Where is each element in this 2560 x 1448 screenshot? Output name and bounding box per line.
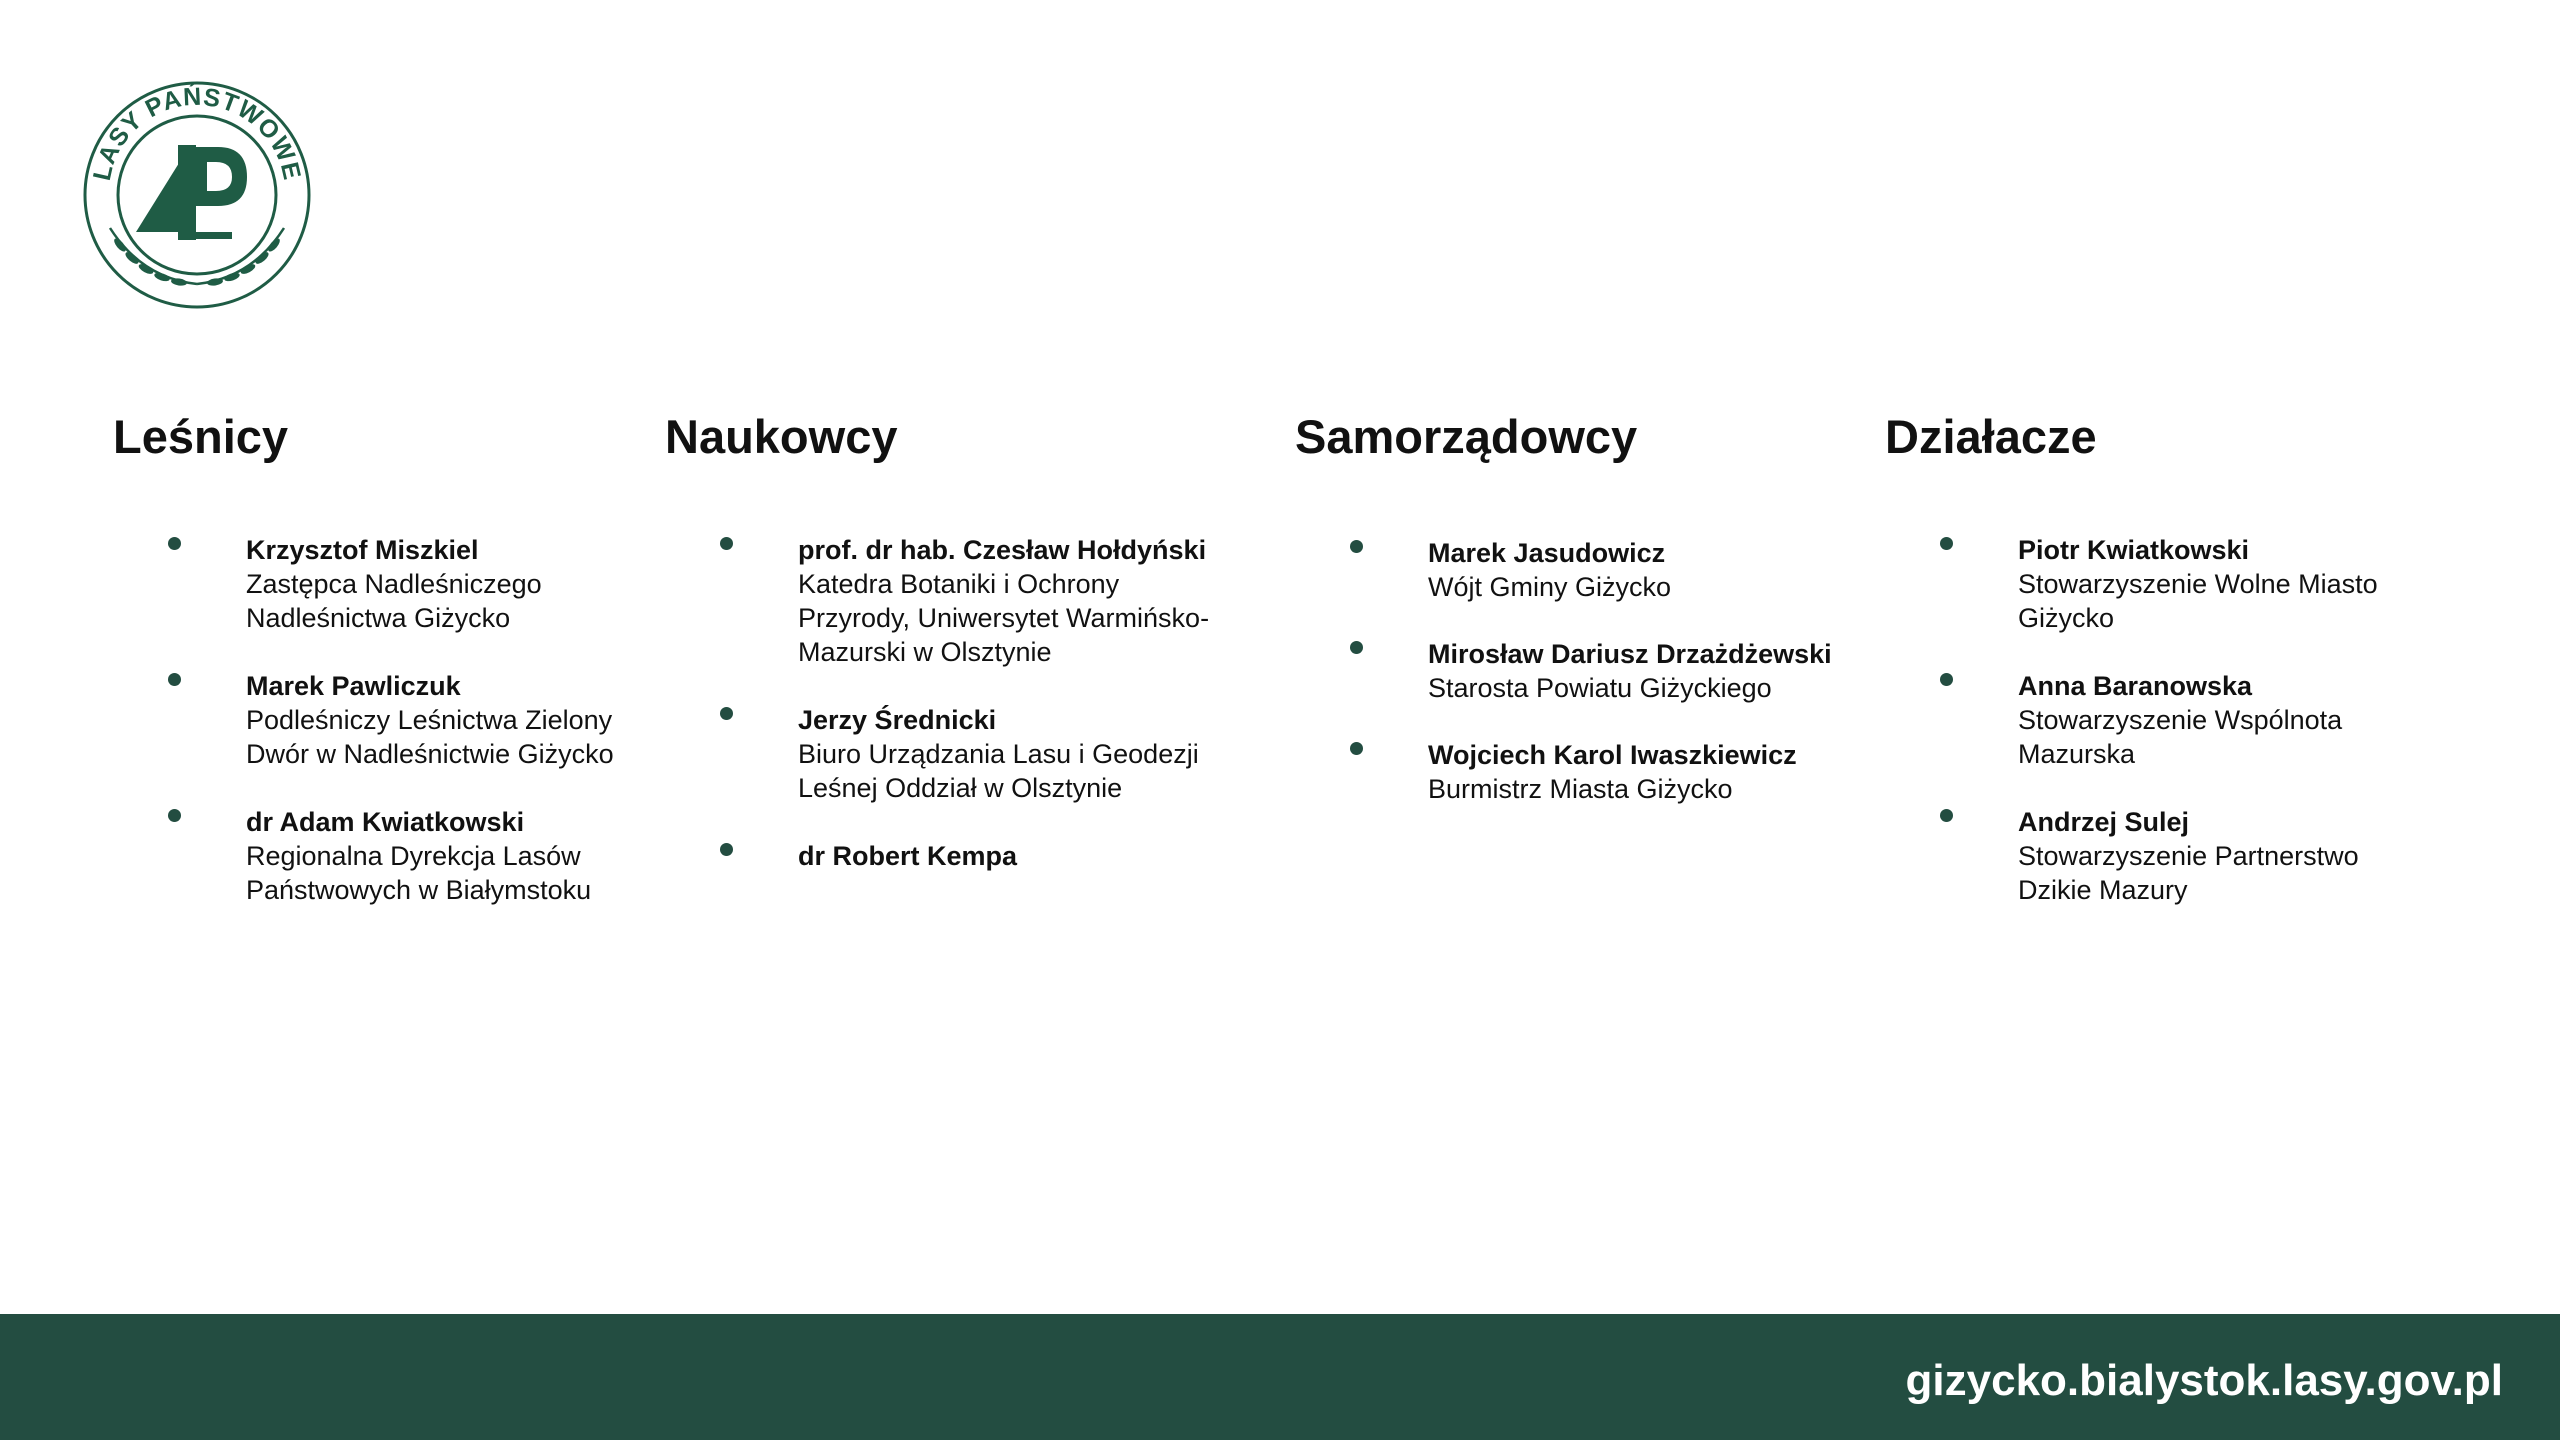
bullet-icon (1350, 641, 1363, 654)
person-name: dr Adam Kwiatkowski (246, 807, 525, 837)
person-list (1295, 536, 1888, 839)
person-role: Podleśniczy Leśnictwa Zielony Dwór w Nadleśnictwie Giżycko (246, 705, 614, 769)
person-role: Stowarzyszenie Wspólnota Mazurska (2018, 705, 2343, 769)
svg-text:LASY PAŃSTWOWE: LASY PAŃSTWOWE (87, 82, 307, 184)
person-name: Marek Jasudowicz (1428, 538, 1666, 568)
person-name: Krzysztof Miszkiel (246, 535, 479, 565)
footer-url: gizycko.bialystok.lasy.gov.pl (1905, 1356, 2503, 1405)
person-name: dr Robert Kempa (798, 841, 1018, 871)
bullet-icon (720, 537, 733, 550)
bullet-icon (1350, 540, 1363, 553)
list-item (1885, 533, 2428, 635)
bullet-icon (168, 809, 181, 822)
person-name: Mirosław Dariusz Drzażdżewski (1428, 639, 1832, 669)
column-heading: Działacze (1885, 410, 2097, 463)
person-name: Anna Baranowska (2018, 671, 2253, 701)
list-item (665, 839, 1238, 873)
column-samorzadowcy (1295, 408, 1895, 804)
bullet-icon (720, 843, 733, 856)
bullet-icon (168, 673, 181, 686)
footer-bar (0, 1314, 2560, 1440)
list-item (1885, 669, 2428, 771)
person-name: Piotr Kwiatkowski (2018, 535, 2250, 565)
list-item (1295, 738, 1888, 806)
list-item (665, 533, 1238, 669)
person-list (113, 533, 626, 941)
column-lesnicy (113, 408, 633, 905)
list-item (113, 805, 626, 907)
person-name: Wojciech Karol Iwaszkiewicz (1428, 740, 1797, 770)
list-item (1295, 637, 1888, 705)
person-role: Katedra Botaniki i Ochrony Przyrody, Uniwersytet Warmińsko-Mazurski w Olsztynie (798, 569, 1210, 667)
lasy-panstwowe-logo (82, 80, 312, 310)
person-name: Jerzy Średnicki (798, 705, 997, 735)
bullet-icon (168, 537, 181, 550)
list-item (1295, 536, 1888, 604)
person-role: Zastępca Nadleśniczego Nadleśnictwa Giżycko (246, 569, 542, 633)
column-naukowcy (665, 408, 1265, 871)
column-dzialacze (1885, 408, 2485, 905)
person-list (665, 533, 1238, 907)
person-list (1885, 533, 2428, 941)
list-item (113, 669, 626, 771)
column-heading: Naukowcy (665, 410, 898, 463)
person-name: prof. dr hab. Czesław Hołdyński (798, 535, 1207, 565)
person-name: Andrzej Sulej (2018, 807, 2190, 837)
person-role: Regionalna Dyrekcja Lasów Państwowych w Białymstoku (246, 841, 592, 905)
person-role: Stowarzyszenie Partnerstwo Dzikie Mazury (2018, 841, 2359, 905)
bullet-icon (720, 707, 733, 720)
person-name: Marek Pawliczuk (246, 671, 461, 701)
list-item (1885, 805, 2428, 907)
bullet-icon (1350, 742, 1363, 755)
list-item (113, 533, 626, 635)
list-item (665, 703, 1238, 805)
person-role: Burmistrz Miasta Giżycko (1428, 774, 1733, 804)
person-role: Wójt Gminy Giżycko (1428, 572, 1672, 602)
person-role: Biuro Urządzania Lasu i Geodezji Leśnej Oddział w Olsztynie (798, 739, 1199, 803)
column-heading: Samorządowcy (1295, 410, 1638, 463)
bullet-icon (1940, 537, 1953, 550)
bullet-icon (1940, 673, 1953, 686)
person-role: Stowarzyszenie Wolne Miasto Giżycko (2018, 569, 2378, 633)
bullet-icon (1940, 809, 1953, 822)
person-role: Starosta Powiatu Giżyckiego (1428, 673, 1772, 703)
column-heading: Leśnicy (113, 410, 289, 463)
